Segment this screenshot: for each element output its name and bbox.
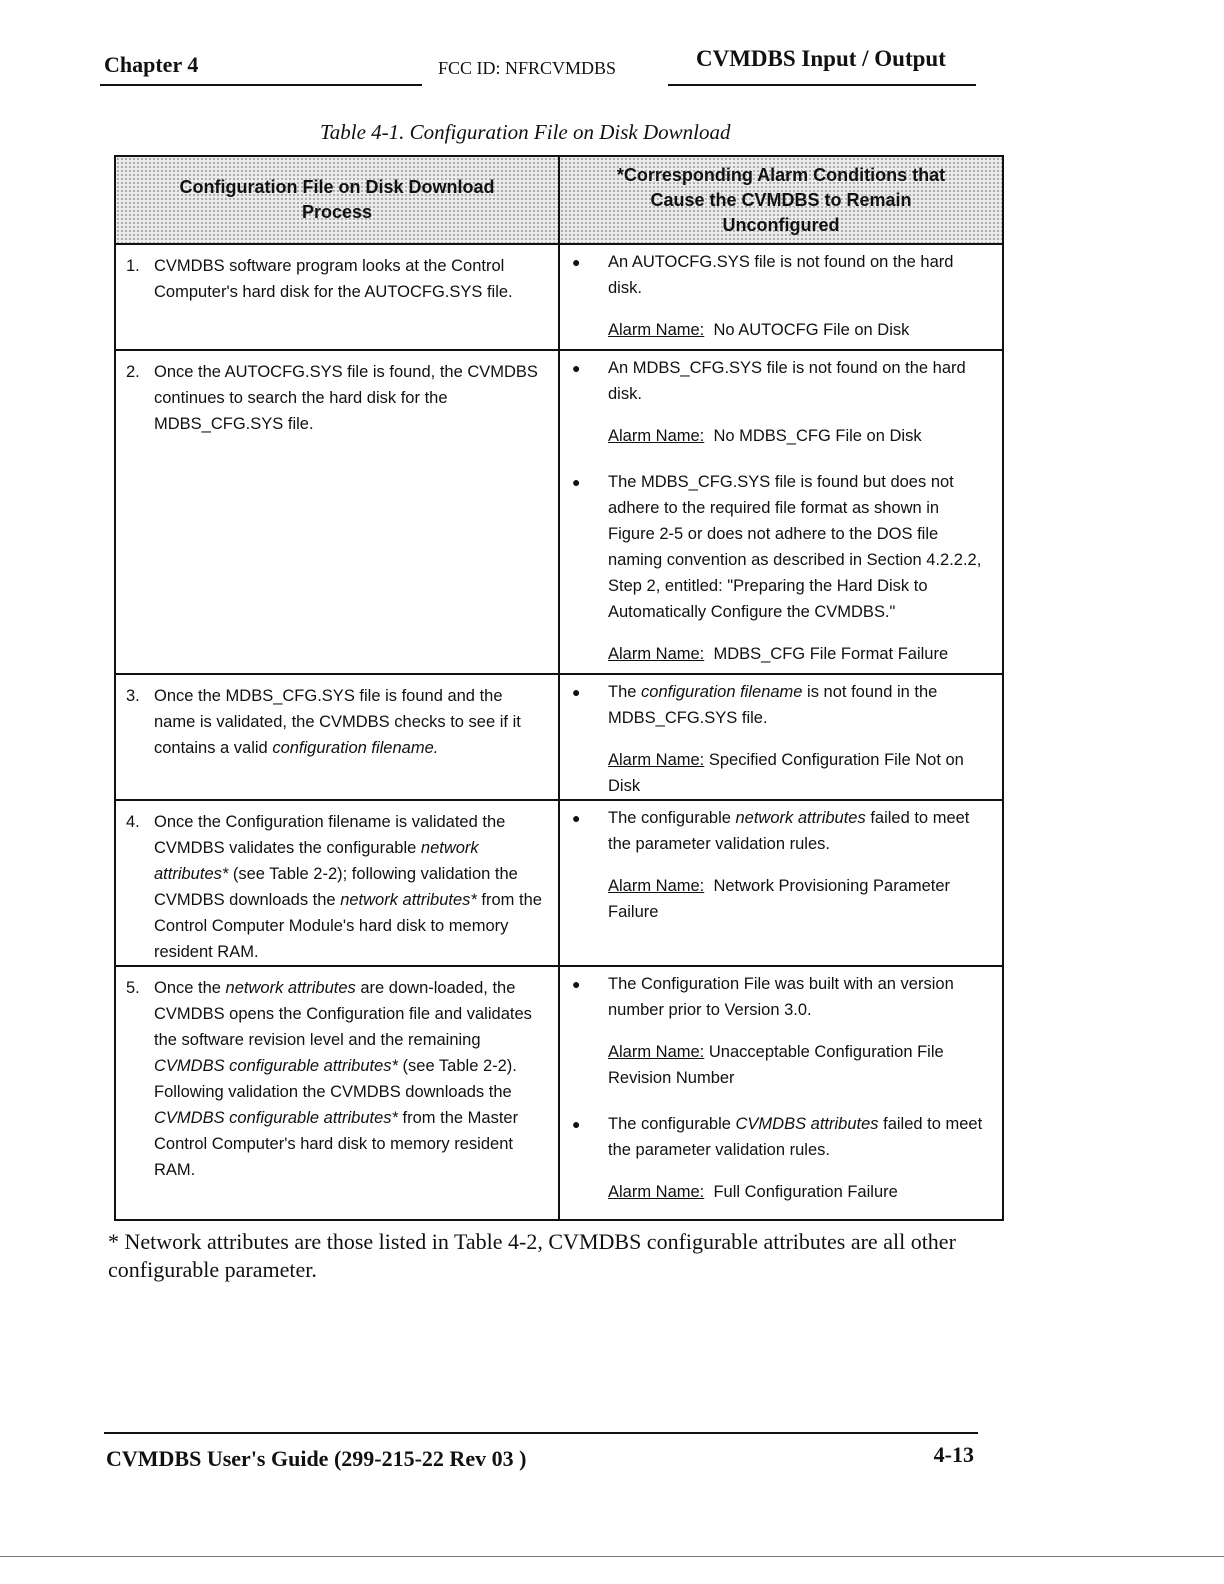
- alarm-label: Alarm Name:: [608, 1043, 705, 1061]
- alarm-label: Alarm Name:: [608, 645, 705, 663]
- bullet-icon: ●: [572, 254, 581, 270]
- alarm-condition-cell: [559, 674, 1003, 800]
- alarm-name: No MDBS_CFG File on Disk: [713, 427, 922, 445]
- list-item: [560, 1107, 1002, 1205]
- page-number: 4-13: [933, 1442, 974, 1467]
- step-text: Once the AUTOCFG.SYS file is found, the CVMDBS continues to search the hard disk for the MDBS_CFG.SYS file.: [154, 363, 538, 433]
- alarm-label: Alarm Name:: [608, 427, 705, 445]
- footer-guide-title: CVMDBS User's Guide (299-215-22 Rev 03 ): [106, 1446, 527, 1471]
- alarm-label: Alarm Name:: [608, 877, 705, 895]
- step-text: Once the MDBS_CFG.SYS file is found and the name is validated, the CVMDBS checks to see if it contains a valid configuration filename.: [154, 687, 521, 757]
- bullet-icon: ●: [572, 474, 581, 490]
- alarm-name: MDBS_CFG File Format Failure: [713, 645, 949, 663]
- alarm-condition-cell: [559, 966, 1003, 1220]
- config-download-table: [114, 155, 1004, 1221]
- alarm-label: Alarm Name:: [608, 321, 705, 339]
- table-row: [115, 966, 1003, 1220]
- page-footer: [104, 1432, 978, 1476]
- alarm-name: Full Configuration Failure: [713, 1183, 898, 1201]
- table-row: [115, 244, 1003, 350]
- header-fcc-block: [438, 40, 658, 84]
- condition-text: An AUTOCFG.SYS file is not found on the hard disk.: [608, 253, 954, 297]
- table-row: [115, 350, 1003, 674]
- header-chapter: Chapter 4: [104, 52, 199, 77]
- list-item: [560, 245, 1002, 343]
- alarm-condition-cell: [559, 350, 1003, 674]
- bullet-icon: ●: [572, 684, 581, 700]
- condition-text: The configurable network attributes failed to meet the parameter validation rules.: [608, 809, 970, 853]
- step-text: CVMDBS software program looks at the Control Computer's hard disk for the AUTOCFG.SYS file.: [154, 257, 513, 301]
- list-item: [560, 801, 1002, 925]
- header-section-block: [668, 40, 976, 86]
- process-step-cell: 2. Once the AUTOCFG.SYS file is found, the CVMDBS continues to search the hard disk for the MDBS_CFG.SYS file.: [115, 350, 559, 674]
- table-row: [115, 674, 1003, 800]
- table-caption: Table 4-1. Configuration File on Disk Download: [320, 120, 731, 144]
- alarm-label: Alarm Name:: [608, 751, 705, 769]
- step-text: Once the network attributes are down-loaded, the CVMDBS opens the Configuration file and validates the software revision level and the remaining CVMDBS configurable attributes* (see Table 2-2). Following validation the CVMDBS downloads the CVMDBS configurable attributes* from the Master Control Computer's hard disk to memory resident RAM.: [154, 979, 532, 1179]
- process-step-cell: 1. CVMDBS software program looks at the Control Computer's hard disk for the AUTOCFG.SYS file.: [115, 244, 559, 350]
- process-step-cell: 4. Once the Configuration filename is validated the CVMDBS validates the configurable network attributes* (see Table 2-2); following validation the CVMDBS downloads the network attributes* from the Control Computer Module's hard disk to memory resident RAM.: [115, 800, 559, 966]
- alarm-name: Unacceptable Configuration File Revision Number: [608, 1043, 944, 1087]
- alarm-condition-cell: [559, 244, 1003, 350]
- header-cell-process: Configuration File on Disk Download Process: [115, 156, 559, 244]
- alarm-condition-cell: [559, 800, 1003, 966]
- list-item: [560, 351, 1002, 449]
- step-text: Once the Configuration filename is validated the CVMDBS validates the configurable network attributes* (see Table 2-2); following validation the CVMDBS downloads the network attributes* from the Control Computer Module's hard disk to memory resident RAM.: [154, 813, 542, 961]
- alarm-name: No AUTOCFG File on Disk: [713, 321, 910, 339]
- bullet-icon: ●: [572, 360, 581, 376]
- process-step-cell: 3. Once the MDBS_CFG.SYS file is found and the name is validated, the CVMDBS checks to see if it contains a valid configuration filename.: [115, 674, 559, 800]
- table-row: [115, 800, 1003, 966]
- list-item: [560, 465, 1002, 667]
- list-item: [560, 967, 1002, 1091]
- table-footnote: * Network attributes are those listed in Table 4-2, CVMDBS configurable attributes are all other configurable parameter.: [108, 1229, 956, 1282]
- condition-text: The Configuration File was built with an version number prior to Version 3.0.: [608, 975, 954, 1019]
- bullet-icon: ●: [572, 976, 581, 992]
- process-step-cell: 5. Once the network attributes are down-loaded, the CVMDBS opens the Configuration file and validates the software revision level and the remaining CVMDBS configurable attributes* (see Table 2-2). Following validation the CVMDBS downloads the CVMDBS configurable attributes* from the Master Control Computer's hard disk to memory resident RAM.: [115, 966, 559, 1220]
- table-header-row: [115, 156, 1003, 244]
- condition-text: An MDBS_CFG.SYS file is not found on the hard disk.: [608, 359, 966, 403]
- alarm-name: Network Provisioning Parameter Failure: [608, 877, 951, 921]
- condition-text: The MDBS_CFG.SYS file is found but does not adhere to the required file format as shown in Figure 2-5 or does not adhere to the DOS file naming convention as described in Section 4.2.2.2, Step 2, entitled: "Preparing the Hard Disk to Automatically Configure the CVMDBS.": [608, 473, 982, 621]
- alarm-name: Specified Configuration File Not on Disk: [608, 751, 964, 795]
- header-cell-alarms: *Corresponding Alarm Conditions that Cause the CVMDBS to Remain Unconfigured: [559, 156, 1003, 244]
- alarm-label: Alarm Name:: [608, 1183, 705, 1201]
- header-fcc-id: FCC ID: NFRCVMDBS: [438, 58, 617, 78]
- scan-edge-divider: [0, 1556, 1224, 1557]
- bullet-icon: ●: [572, 810, 581, 826]
- bullet-icon: ●: [572, 1116, 581, 1132]
- condition-text: The configuration filename is not found in the MDBS_CFG.SYS file.: [608, 683, 938, 727]
- condition-text: The configurable CVMDBS attributes failed to meet the parameter validation rules.: [608, 1115, 983, 1159]
- header-section-title: CVMDBS Input / Output: [696, 46, 946, 71]
- header-chapter-block: [100, 40, 422, 86]
- list-item: [560, 675, 1002, 799]
